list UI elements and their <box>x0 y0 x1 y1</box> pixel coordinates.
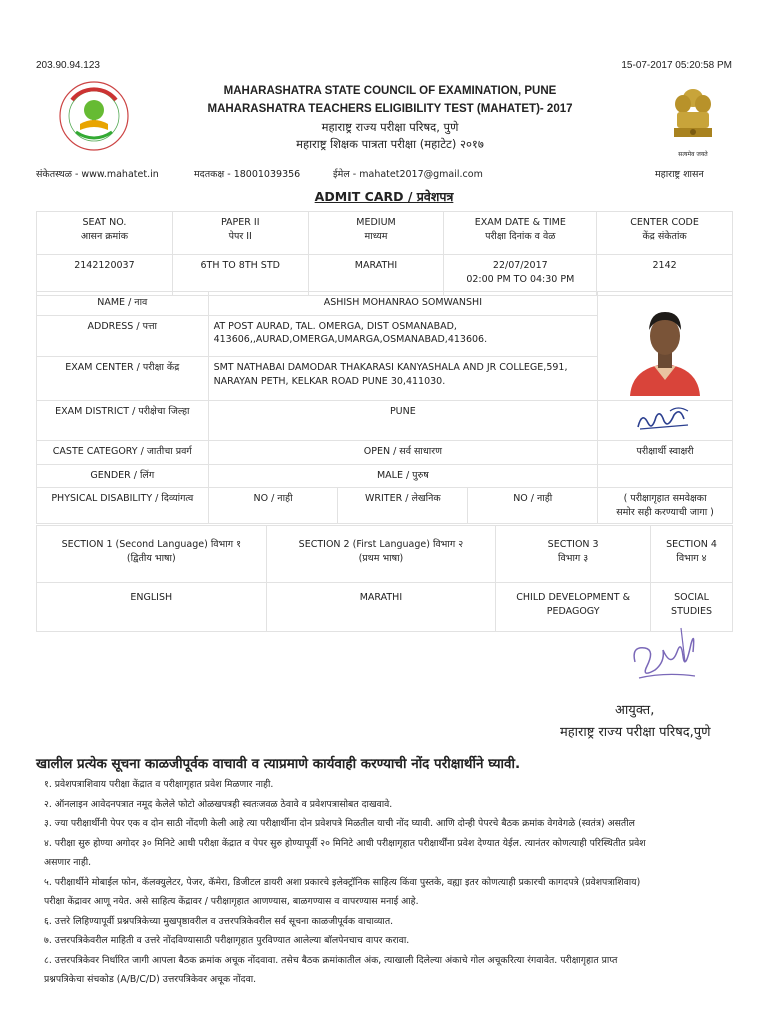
caste-category: OPEN / सर्व साधारण <box>208 441 598 465</box>
instruction-item: १. प्रवेशपत्राशिवाय परीक्षा केंद्रात व परीक्षागृहात प्रवेश मिळणार नाही. <box>44 779 274 790</box>
photo-cell <box>598 292 733 401</box>
candidate-signature-label: परीक्षार्थी स्वाक्षरी <box>598 441 733 465</box>
ashoka-emblem-icon <box>668 82 718 152</box>
address: AT POST AURAD, TAL. OMERGA, DIST OSMANABAD, 413606,,AURAD,OMERGA,UMARGA,OSMANABAD,413606. <box>208 315 598 357</box>
instruction-item: प्रश्नपत्रिकेचा संचकोड (A/B/C/D) उत्तरपत्रिकेवर अचूक नोंदवा. <box>44 974 257 985</box>
instruction-item: ५. परीक्षार्थीने मोबाईल फोन, कॅलक्युलेटर, पेजर, कॅमेरा, डिजीटल डायरी अशा प्रकारचे इलेक्ट्रॉनिक साहित्य किंवा पुस्तके, वह्या इतर कोणत्याही प्रकारची कागदपत्रे (प्रवेशपत्राशिवाय) <box>44 876 641 888</box>
emblem-caption: सत्यमेव जयते <box>678 151 708 158</box>
section-2-value: MARATHI <box>266 583 496 632</box>
district-label: EXAM DISTRICT / परीक्षेचा जिल्हा <box>37 401 209 441</box>
exam-district: PUNE <box>208 401 598 441</box>
print-datetime: 15-07-2017 05:20:58 PM <box>621 60 732 71</box>
council-logo-icon <box>58 80 130 152</box>
writer: NO / नाही <box>468 487 598 524</box>
sections-table <box>36 525 733 632</box>
section-1-header: SECTION 1 (Second Language) विभाग १ (द्वितीय भाषा) <box>37 526 267 583</box>
commissioner-office: महाराष्ट्र राज्य परीक्षा परिषद,पुणे <box>560 725 711 740</box>
header-exam-date: EXAM DATE & TIME परीक्षा दिनांक व वेळ <box>444 212 597 255</box>
exam-details-table <box>36 211 733 296</box>
instructions-heading: खालील प्रत्येक सूचना काळजीपूर्वक वाचावी व त्याप्रमाणे कार्यवाही करण्याची नोंद परीक्षार्थीने घ्यावी. <box>36 756 521 772</box>
candidate-details-table <box>36 291 733 524</box>
instruction-item: ८. उत्तरपत्रिकेवर निर्धारित जागी आपला बैठक क्रमांक अचूक नोंदवावा. तसेच बैठक क्रमांकातील अंक, त्याखाली दिलेल्या अंकाचे गोल अचूकरित्या रंगवावेत. परीक्षागृहात प्राप्त <box>44 954 618 966</box>
empty-cell <box>598 465 733 488</box>
center-code: 2142 <box>597 255 733 296</box>
header-medium: MEDIUM माध्यम <box>308 212 444 255</box>
instruction-item: असणार नाही. <box>44 857 92 868</box>
section-4-header: SECTION 4 विभाग ४ <box>651 526 733 583</box>
header-seat-no: SEAT NO. आसन क्रमांक <box>37 212 173 255</box>
helpline: मदतकक्ष - 18001039356 <box>194 169 301 180</box>
header-line-4: महाराष्ट्र शिक्षक पात्रता परीक्षा (महाटेट) २०१७ <box>296 137 484 151</box>
caste-label: CASTE CATEGORY / जातीचा प्रवर्ग <box>37 441 209 465</box>
commissioner-signature-icon <box>625 622 705 692</box>
instructions-list <box>44 775 734 990</box>
section-3-value: CHILD DEVELOPMENT & PEDAGOGY <box>496 583 651 632</box>
instruction-item: ३. ज्या परीक्षार्थीनी पेपर एक व दोन साठी नोंदणी केली आहे त्या परीक्षार्थीना दोन प्रवेशपत्रे मिळतील याची नोंद घ्यावी. आणि दोन्ही पेपरचे बैठक क्रमांक वेगवेगळे (स्वतंत्र) असतील <box>44 818 635 829</box>
email: ईमेल - mahatet2017@gmail.com <box>333 169 483 180</box>
candidate-photo-icon <box>626 296 704 396</box>
commissioner-title: आयुक्त, <box>615 703 655 718</box>
instruction-item: ७. उत्तरपत्रिकेवरील माहिती व उत्तरे नोंदविण्यासाठी परीक्षागृहात पुरविण्यात आलेल्या बॉलपेनचाच वापर करावा. <box>44 935 410 946</box>
header-line-2: MAHARASHATRA TEACHERS ELIGIBILITY TEST (MAHATET)- 2017 <box>207 103 573 115</box>
section-1-value: ENGLISH <box>37 583 267 632</box>
ip-address: 203.90.94.123 <box>36 60 100 71</box>
candidate-name: ASHISH MOHANRAO SOMWANSHI <box>208 292 598 316</box>
instruction-item: २. ऑनलाइन आवेदनपत्रात नमूद केलेले फोटो ओळखपत्रही स्वतःजवळ ठेवावे व प्रवेशपत्रासोबत दाखवावे. <box>44 798 393 810</box>
writer-label: WRITER / लेखनिक <box>338 487 468 524</box>
supervisor-sign-note: ( परीक्षागृहात समवेक्षका समोर सही करण्याची जागा ) <box>598 487 733 524</box>
gender-label: GENDER / लिंग <box>37 465 209 488</box>
exam-date-time: 22/07/2017 02:00 PM TO 04:30 PM <box>444 255 597 296</box>
admit-card-title: ADMIT CARD / प्रवेशपत्र <box>314 189 454 204</box>
medium: MARATHI <box>308 255 444 296</box>
section-4-value: SOCIAL STUDIES <box>651 583 733 632</box>
section-2-header: SECTION 2 (First Language) विभाग २ (प्रथम भाषा) <box>266 526 496 583</box>
header-line-3: महाराष्ट्र राज्य परीक्षा परिषद, पुणे <box>321 120 459 134</box>
header-center-code: CENTER CODE केंद्र संकेतांक <box>597 212 733 255</box>
name-label: NAME / नाव <box>37 292 209 316</box>
instruction-item: परीक्षा केंद्रावर आणू नयेत. असे साहित्य केंद्रावर / परीक्षागृहात आणण्यास, बाळगण्यास व वापरण्यास मनाई आहे. <box>44 896 419 907</box>
exam-center: SMT NATHABAI DAMODAR THAKARASI KANYASHALA AND JR COLLEGE,591, NARAYAN PETH, KELKAR ROAD PUNE 30,411030. <box>208 357 598 401</box>
candidate-signature-icon <box>630 403 700 437</box>
disability: NO / नाही <box>208 487 338 524</box>
gender: MALE / पुरुष <box>208 465 598 488</box>
exam-center-label: EXAM CENTER / परीक्षा केंद्र <box>37 357 209 401</box>
website: संकेतस्थळ - www.mahatet.in <box>36 169 159 180</box>
section-3-header: SECTION 3 विभाग ३ <box>496 526 651 583</box>
instruction-item: ४. परीक्षा सुरु होण्या अगोदर ३० मिनिटे आधी परीक्षा केंद्रात व पेपर सुरु होण्यापूर्वी २० मिनिटे आधी परीक्षागृहात परीक्षार्थींना प्रवेश देण्यात येईल. त्यानंतर कोणत्याही परिस्थितीत प्रवेश <box>44 837 646 849</box>
header-line-1: MAHARASHATRA STATE COUNCIL OF EXAMINATION, PUNE <box>223 85 557 97</box>
address-label: ADDRESS / पत्ता <box>37 315 209 357</box>
header-paper: PAPER II पेपर II <box>172 212 308 255</box>
signature-cell <box>598 401 733 441</box>
instruction-item: ६. उत्तरे लिहिण्यापूर्वी प्रश्नपत्रिकेच्या मुखपृष्ठावरील व उत्तरपत्रिकेवरील सर्व सूचना काळजीपूर्वक वाचाव्यात. <box>44 915 394 927</box>
disability-label: PHYSICAL DISABILITY / दिव्यांगत्व <box>37 487 209 524</box>
seat-no: 2142120037 <box>37 255 173 296</box>
govt-label: महाराष्ट्र शासन <box>655 169 704 180</box>
paper: 6TH TO 8TH STD <box>172 255 308 296</box>
